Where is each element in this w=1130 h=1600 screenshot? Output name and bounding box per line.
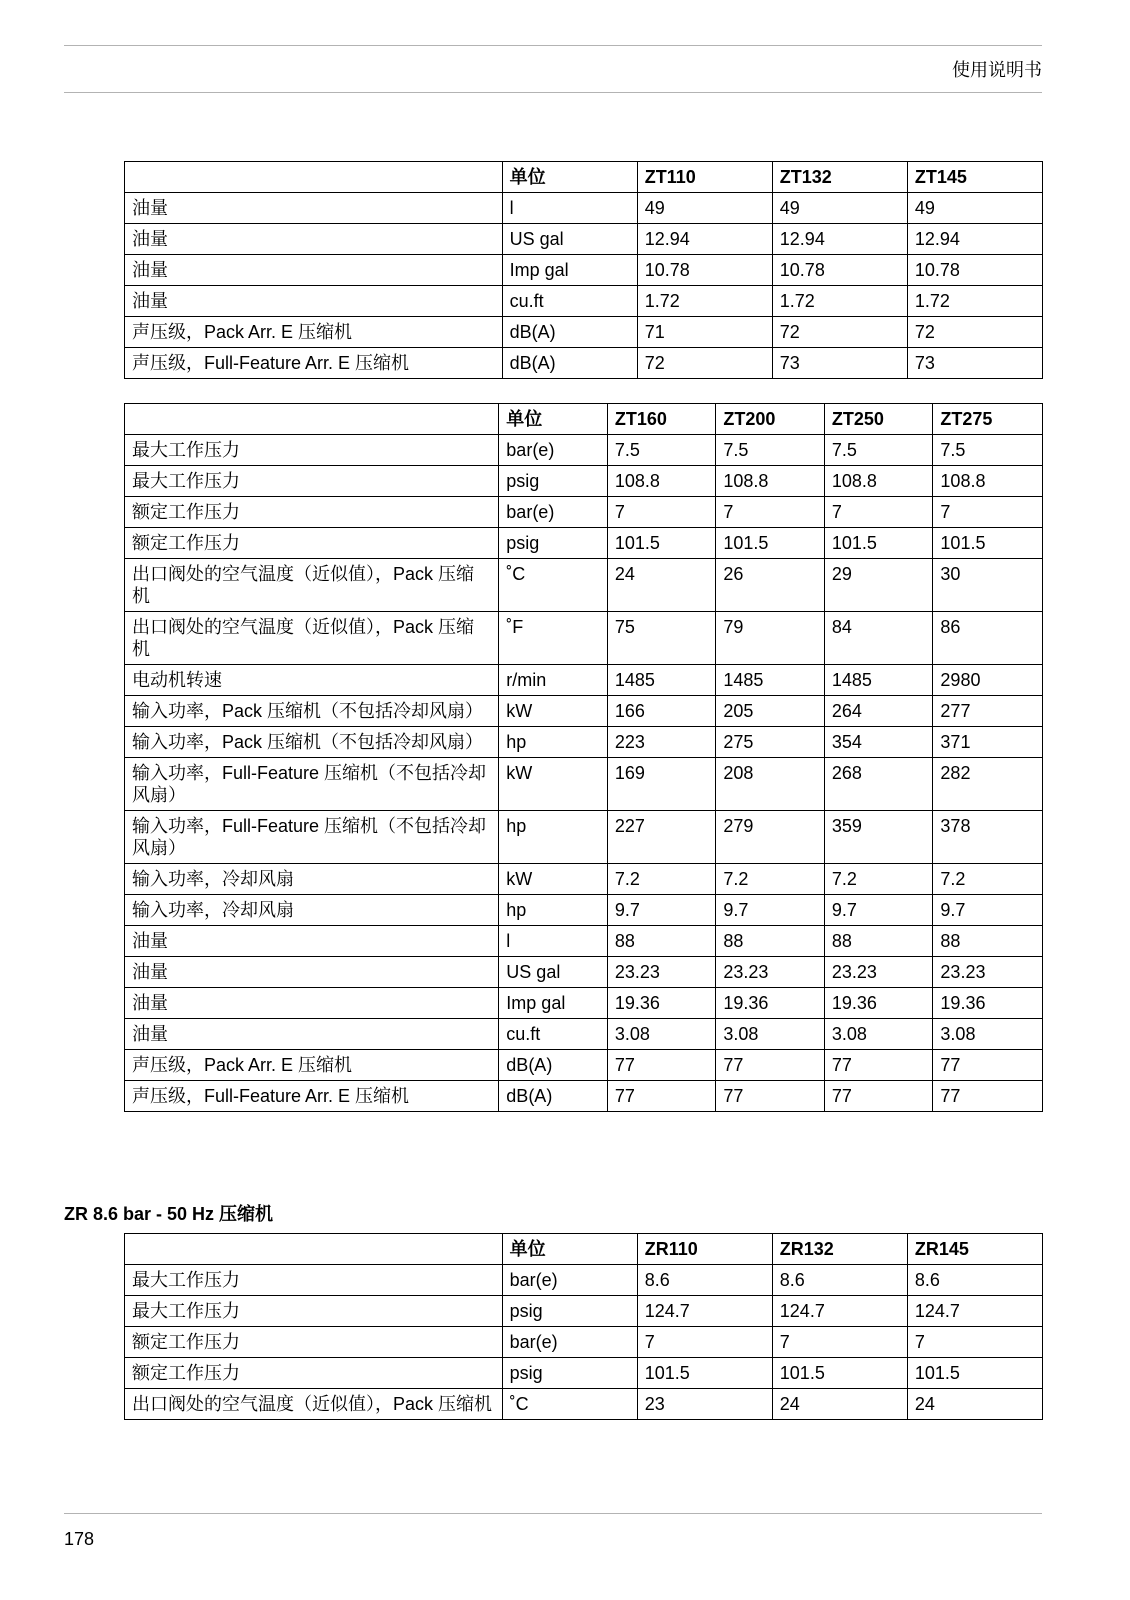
table-row [125, 727, 1043, 758]
value-cell: 1485 [716, 665, 825, 696]
value-cell: 49 [637, 193, 772, 224]
row-label: 输入功率，冷却风扇 [125, 895, 499, 926]
unit-cell: psig [502, 1296, 637, 1327]
value-cell: 88 [607, 926, 716, 957]
table-row [125, 758, 1043, 811]
value-cell: 12.94 [772, 224, 907, 255]
unit-cell: kW [499, 758, 608, 811]
value-cell: 73 [772, 348, 907, 379]
header-rule-bottom [64, 92, 1042, 93]
value-cell: 72 [637, 348, 772, 379]
value-cell: 124.7 [772, 1296, 907, 1327]
table-row [125, 193, 1043, 224]
table-row [125, 255, 1043, 286]
table-header-row [125, 162, 1043, 193]
value-cell: 282 [933, 758, 1043, 811]
unit-cell: ˚F [499, 612, 608, 665]
value-cell: 2980 [933, 665, 1043, 696]
value-cell: 10.78 [907, 255, 1042, 286]
unit-cell: bar(e) [502, 1265, 637, 1296]
header-cell [125, 162, 503, 193]
row-label: 油量 [125, 926, 499, 957]
header-cell: ZT132 [772, 162, 907, 193]
value-cell: 268 [824, 758, 933, 811]
value-cell: 7 [716, 497, 825, 528]
row-label: 额定工作压力 [125, 528, 499, 559]
header-cell: ZR145 [907, 1234, 1042, 1265]
row-label: 声压级，Full-Feature Arr. E 压缩机 [125, 348, 503, 379]
value-cell: 101.5 [907, 1358, 1042, 1389]
value-cell: 19.36 [824, 988, 933, 1019]
header-cell: 单位 [502, 162, 637, 193]
unit-cell: Imp gal [502, 255, 637, 286]
table-row [125, 528, 1043, 559]
header-cell: ZT250 [824, 404, 933, 435]
value-cell: 77 [933, 1081, 1043, 1112]
value-cell: 264 [824, 696, 933, 727]
value-cell: 7.2 [716, 864, 825, 895]
value-cell: 7 [637, 1327, 772, 1358]
table-header-row [125, 404, 1043, 435]
table-row [125, 497, 1043, 528]
header-cell: ZT110 [637, 162, 772, 193]
value-cell: 7 [772, 1327, 907, 1358]
value-cell: 9.7 [933, 895, 1043, 926]
unit-cell: kW [499, 696, 608, 727]
row-label: 最大工作压力 [125, 1296, 503, 1327]
value-cell: 88 [716, 926, 825, 957]
value-cell: 77 [824, 1050, 933, 1081]
value-cell: 9.7 [824, 895, 933, 926]
value-cell: 7.5 [824, 435, 933, 466]
value-cell: 108.8 [716, 466, 825, 497]
value-cell: 23.23 [933, 957, 1043, 988]
table-row [125, 612, 1043, 665]
value-cell: 3.08 [607, 1019, 716, 1050]
value-cell: 23.23 [716, 957, 825, 988]
value-cell: 72 [907, 317, 1042, 348]
row-label: 出口阀处的空气温度（近似值），Pack 压缩机 [125, 559, 499, 612]
unit-cell: psig [499, 466, 608, 497]
row-label: 声压级，Pack Arr. E 压缩机 [125, 317, 503, 348]
row-label: 声压级，Full-Feature Arr. E 压缩机 [125, 1081, 499, 1112]
value-cell: 12.94 [907, 224, 1042, 255]
unit-cell: l [502, 193, 637, 224]
table-row [125, 1296, 1043, 1327]
header-cell: ZT160 [607, 404, 716, 435]
value-cell: 26 [716, 559, 825, 612]
table-row [125, 926, 1043, 957]
unit-cell: bar(e) [502, 1327, 637, 1358]
header-cell: ZT200 [716, 404, 825, 435]
value-cell: 77 [824, 1081, 933, 1112]
row-label: 输入功率，Pack 压缩机（不包括冷却风扇） [125, 696, 499, 727]
value-cell: 3.08 [933, 1019, 1043, 1050]
row-label: 油量 [125, 286, 503, 317]
row-label: 额定工作压力 [125, 497, 499, 528]
table-row [125, 864, 1043, 895]
value-cell: 77 [607, 1050, 716, 1081]
value-cell: 29 [824, 559, 933, 612]
row-label: 输入功率，Pack 压缩机（不包括冷却风扇） [125, 727, 499, 758]
unit-cell: psig [502, 1358, 637, 1389]
table-row [125, 665, 1043, 696]
value-cell: 101.5 [637, 1358, 772, 1389]
value-cell: 7 [824, 497, 933, 528]
value-cell: 227 [607, 811, 716, 864]
value-cell: 88 [824, 926, 933, 957]
value-cell: 23.23 [607, 957, 716, 988]
value-cell: 275 [716, 727, 825, 758]
value-cell: 75 [607, 612, 716, 665]
value-cell: 19.36 [716, 988, 825, 1019]
value-cell: 101.5 [607, 528, 716, 559]
value-cell: 7 [607, 497, 716, 528]
row-label: 油量 [125, 1019, 499, 1050]
value-cell: 24 [607, 559, 716, 612]
header-cell: 单位 [502, 1234, 637, 1265]
value-cell: 88 [933, 926, 1043, 957]
row-label: 油量 [125, 224, 503, 255]
value-cell: 8.6 [772, 1265, 907, 1296]
table-row [125, 286, 1043, 317]
unit-cell: dB(A) [499, 1050, 608, 1081]
value-cell: 279 [716, 811, 825, 864]
value-cell: 73 [907, 348, 1042, 379]
table-row [125, 1050, 1043, 1081]
value-cell: 378 [933, 811, 1043, 864]
footer-rule [64, 1513, 1042, 1514]
unit-cell: dB(A) [502, 317, 637, 348]
value-cell: 205 [716, 696, 825, 727]
table-row [125, 1327, 1043, 1358]
table-row [125, 317, 1043, 348]
unit-cell: l [499, 926, 608, 957]
value-cell: 7.5 [607, 435, 716, 466]
table-row [125, 895, 1043, 926]
table-row [125, 696, 1043, 727]
value-cell: 23.23 [824, 957, 933, 988]
value-cell: 124.7 [907, 1296, 1042, 1327]
value-cell: 108.8 [933, 466, 1043, 497]
unit-cell: r/min [499, 665, 608, 696]
table-row [125, 1019, 1043, 1050]
value-cell: 1.72 [772, 286, 907, 317]
value-cell: 19.36 [933, 988, 1043, 1019]
value-cell: 9.7 [607, 895, 716, 926]
value-cell: 359 [824, 811, 933, 864]
zt-small-spec-table [124, 161, 1043, 379]
row-label: 最大工作压力 [125, 1265, 503, 1296]
table-header-row [125, 1234, 1043, 1265]
unit-cell: psig [499, 528, 608, 559]
value-cell: 354 [824, 727, 933, 758]
value-cell: 7 [907, 1327, 1042, 1358]
value-cell: 108.8 [824, 466, 933, 497]
document-title: 使用说明书 [952, 60, 1042, 80]
row-label: 油量 [125, 957, 499, 988]
header-cell: ZR110 [637, 1234, 772, 1265]
value-cell: 49 [907, 193, 1042, 224]
unit-cell: Imp gal [499, 988, 608, 1019]
zr-spec-table [124, 1233, 1043, 1420]
value-cell: 7.5 [716, 435, 825, 466]
value-cell: 71 [637, 317, 772, 348]
unit-cell: dB(A) [499, 1081, 608, 1112]
value-cell: 77 [607, 1081, 716, 1112]
unit-cell: kW [499, 864, 608, 895]
value-cell: 24 [907, 1389, 1042, 1420]
value-cell: 1485 [607, 665, 716, 696]
value-cell: 79 [716, 612, 825, 665]
value-cell: 101.5 [933, 528, 1043, 559]
value-cell: 19.36 [607, 988, 716, 1019]
value-cell: 8.6 [907, 1265, 1042, 1296]
value-cell: 72 [772, 317, 907, 348]
header-cell: ZT145 [907, 162, 1042, 193]
value-cell: 1.72 [907, 286, 1042, 317]
value-cell: 169 [607, 758, 716, 811]
unit-cell: cu.ft [499, 1019, 608, 1050]
table-row [125, 988, 1043, 1019]
value-cell: 8.6 [637, 1265, 772, 1296]
header-cell [125, 1234, 503, 1265]
value-cell: 1.72 [637, 286, 772, 317]
value-cell: 86 [933, 612, 1043, 665]
value-cell: 24 [772, 1389, 907, 1420]
header-rule-top [64, 45, 1042, 46]
header-cell: ZT275 [933, 404, 1043, 435]
zt-large-spec-table [124, 403, 1043, 1112]
row-label: 输入功率，Full-Feature 压缩机（不包括冷却风扇） [125, 758, 499, 811]
value-cell: 7.2 [933, 864, 1043, 895]
row-label: 油量 [125, 255, 503, 286]
value-cell: 101.5 [716, 528, 825, 559]
value-cell: 3.08 [824, 1019, 933, 1050]
value-cell: 101.5 [824, 528, 933, 559]
table-row [125, 811, 1043, 864]
table-row [125, 957, 1043, 988]
value-cell: 223 [607, 727, 716, 758]
table-row [125, 1389, 1043, 1420]
row-label: 出口阀处的空气温度（近似值），Pack 压缩机 [125, 1389, 503, 1420]
header-cell: 单位 [499, 404, 608, 435]
value-cell: 3.08 [716, 1019, 825, 1050]
table-row [125, 1081, 1043, 1112]
value-cell: 9.7 [716, 895, 825, 926]
value-cell: 371 [933, 727, 1043, 758]
unit-cell: bar(e) [499, 435, 608, 466]
table-row [125, 1265, 1043, 1296]
unit-cell: US gal [502, 224, 637, 255]
value-cell: 7.2 [824, 864, 933, 895]
table-row [125, 1358, 1043, 1389]
table-row [125, 466, 1043, 497]
unit-cell: ˚C [502, 1389, 637, 1420]
zr-section-heading: ZR 8.6 bar - 50 Hz 压缩机 [64, 1204, 274, 1224]
row-label: 输入功率，Full-Feature 压缩机（不包括冷却风扇） [125, 811, 499, 864]
row-label: 出口阀处的空气温度（近似值），Pack 压缩机 [125, 612, 499, 665]
unit-cell: ˚C [499, 559, 608, 612]
row-label: 油量 [125, 193, 503, 224]
row-label: 额定工作压力 [125, 1327, 503, 1358]
unit-cell: dB(A) [502, 348, 637, 379]
value-cell: 277 [933, 696, 1043, 727]
value-cell: 7.2 [607, 864, 716, 895]
value-cell: 208 [716, 758, 825, 811]
value-cell: 12.94 [637, 224, 772, 255]
value-cell: 77 [933, 1050, 1043, 1081]
row-label: 声压级，Pack Arr. E 压缩机 [125, 1050, 499, 1081]
row-label: 电动机转速 [125, 665, 499, 696]
unit-cell: hp [499, 727, 608, 758]
table-row [125, 224, 1043, 255]
table-row [125, 348, 1043, 379]
value-cell: 1485 [824, 665, 933, 696]
row-label: 最大工作压力 [125, 466, 499, 497]
unit-cell: cu.ft [502, 286, 637, 317]
table-row [125, 559, 1043, 612]
value-cell: 23 [637, 1389, 772, 1420]
header-cell [125, 404, 499, 435]
value-cell: 7.5 [933, 435, 1043, 466]
row-label: 油量 [125, 988, 499, 1019]
unit-cell: hp [499, 811, 608, 864]
value-cell: 84 [824, 612, 933, 665]
unit-cell: hp [499, 895, 608, 926]
row-label: 输入功率，冷却风扇 [125, 864, 499, 895]
value-cell: 166 [607, 696, 716, 727]
value-cell: 124.7 [637, 1296, 772, 1327]
value-cell: 49 [772, 193, 907, 224]
value-cell: 10.78 [637, 255, 772, 286]
value-cell: 7 [933, 497, 1043, 528]
unit-cell: US gal [499, 957, 608, 988]
row-label: 最大工作压力 [125, 435, 499, 466]
value-cell: 30 [933, 559, 1043, 612]
value-cell: 108.8 [607, 466, 716, 497]
row-label: 额定工作压力 [125, 1358, 503, 1389]
value-cell: 101.5 [772, 1358, 907, 1389]
unit-cell: bar(e) [499, 497, 608, 528]
table-row [125, 435, 1043, 466]
value-cell: 10.78 [772, 255, 907, 286]
value-cell: 77 [716, 1050, 825, 1081]
page-number: 178 [64, 1529, 95, 1549]
value-cell: 77 [716, 1081, 825, 1112]
header-cell: ZR132 [772, 1234, 907, 1265]
